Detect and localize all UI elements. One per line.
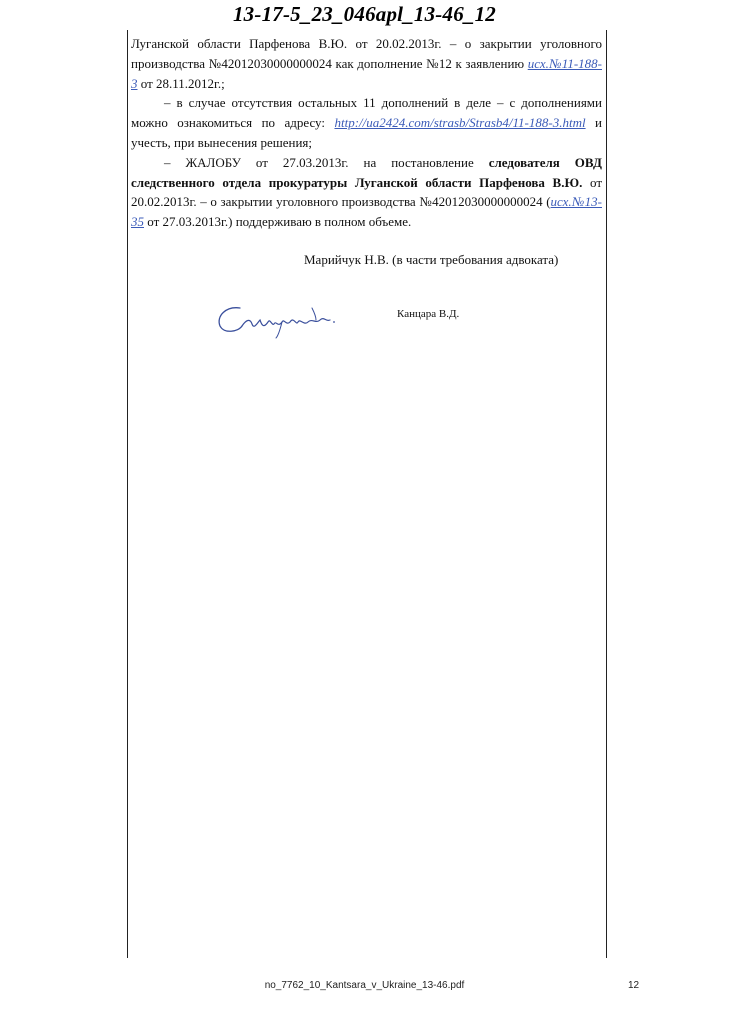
paragraph-text: от 27.03.2013г.) поддерживаю в полном объеме. [144,214,412,230]
link-ref-11-188-3[interactable]: исх.№11-188-3 [131,55,602,91]
paragraph-text: – ЖАЛОБУ от 27.03.2013г. на постановление [164,154,489,170]
link-strasb-url[interactable]: http://ua2424.com/strasb/Strasb4/11-188-3.html [334,115,586,131]
paragraph-closure-addendum [131,34,602,93]
link-ref-13-35[interactable]: исх.№13-35 [131,194,602,230]
paragraph-missing-addenda [131,93,602,152]
paragraph-text: и учесть, при вынесения решения; [131,115,602,150]
document-header-code: 13-17-5_23_046apl_13-46_12 [232,2,496,26]
page-frame-left-border [127,30,128,958]
investigator-name-bold: следователя ОВД следственного отдела прокуратуры Луганской области Парфенова В.Ю. [131,154,602,190]
paragraph-complaint [131,153,602,232]
footer-page-number: 12 [628,980,640,991]
paragraph-text: от 20.02.2013г. – о закрытии уголовного производства №42012030000000024 ( [131,174,602,210]
paragraph-text: Луганской области Парфенова В.Ю. от 20.02.2013г. – о закрытии уголовного производства №42012030000000024 как дополнение №12 к заявлению [131,36,602,71]
document-body [131,34,602,232]
footer-filename: no_7762_10_Kantsara_v_Ukraine_13-46.pdf [264,980,465,991]
paragraph-text: – в случае отсутствия остальных 11 дополнений в деле – с дополнениями можно ознакомиться по адресу: [131,95,602,131]
handwritten-signature-icon [212,300,342,340]
page-frame-right-border [606,30,607,958]
paragraph-text: от 28.11.2012г.; [137,75,225,91]
signer-kantsara: Канцара В.Д. [397,308,460,320]
signatory-marijchuk: Марийчук Н.В. (в части требования адвоката) [304,252,559,267]
